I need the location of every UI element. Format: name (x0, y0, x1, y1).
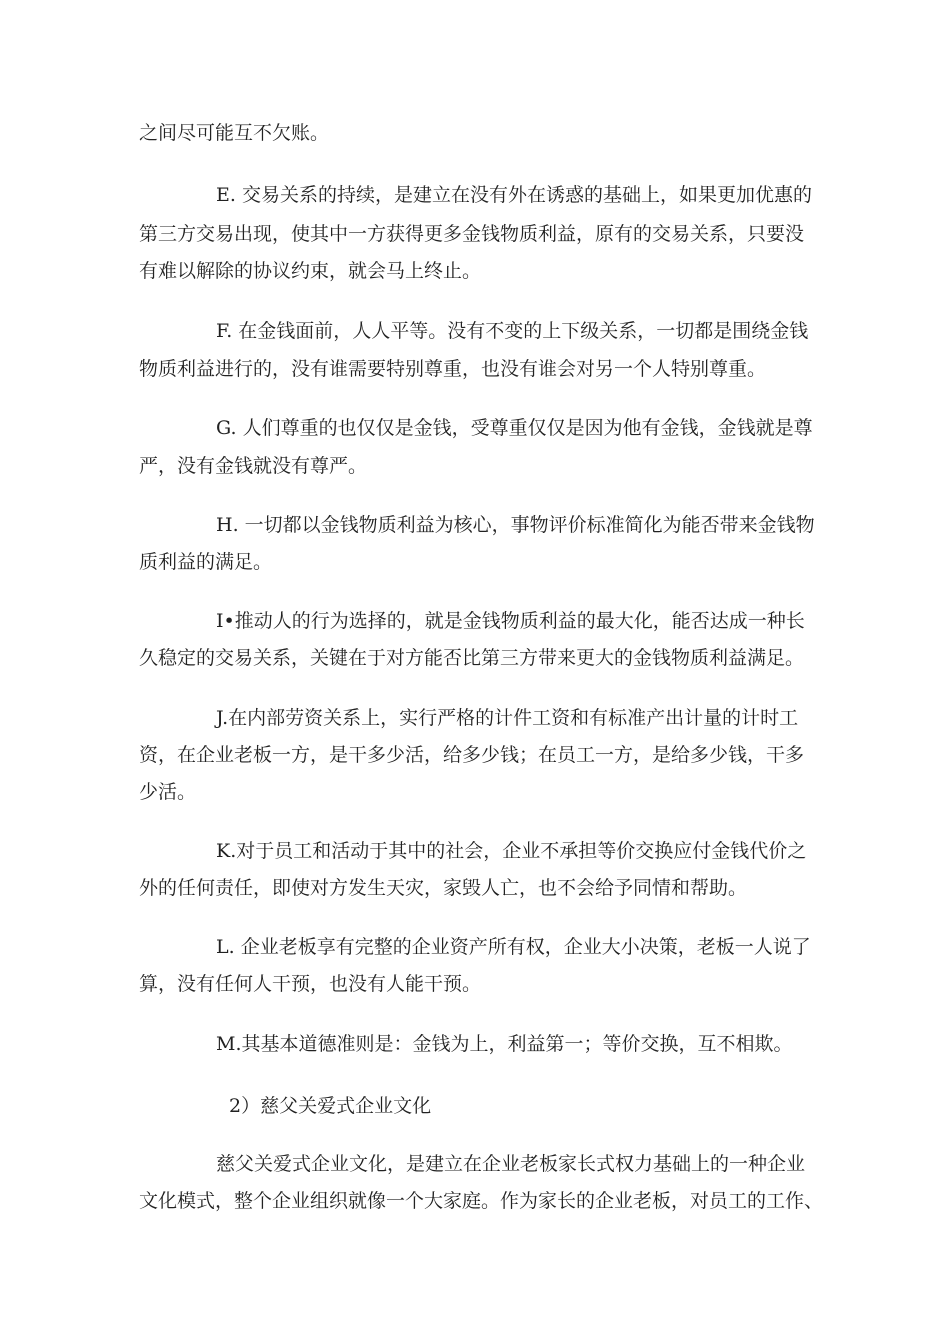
text-line: 物质利益进行的，没有谁需要特别尊重，也没有谁会对另一个人特别尊重。 (139, 358, 767, 380)
text-line: K.对于员工和活动于其中的社会，企业不承担等价交换应付金钱代价之 (216, 840, 807, 862)
text-line: L. 企业老板享有完整的企业资产所有权，企业大小决策，老板一人说了 (216, 936, 811, 958)
text-line: M.其基本道德准则是：金钱为上，利益第一；等价交换，互不相欺。 (216, 1033, 793, 1055)
text-line: 外的任何责任，即使对方发生天灾，家毁人亡，也不会给予同情和帮助。 (139, 877, 748, 899)
text-line: 算，没有任何人干预，也没有人能干预。 (139, 973, 482, 995)
text-line: 资，在企业老板一方，是干多少活，给多少钱；在员工一方，是给多少钱，干多 (139, 744, 805, 766)
text-line: 久稳定的交易关系，关键在于对方能否比第三方带来更大的金钱物质利益满足。 (139, 647, 805, 669)
text-line: I•推动人的行为选择的，就是金钱物质利益的最大化，能否达成一种长 (216, 610, 805, 632)
text-line: F. 在金钱面前，人人平等。没有不变的上下级关系，一切都是围绕金钱 (216, 320, 809, 342)
text-line: 严，没有金钱就没有尊严。 (139, 455, 368, 477)
text-line: J.在内部劳资关系上，实行严格的计件工资和有标准产出计量的计时工 (216, 707, 799, 729)
text-line: 文化模式，整个企业组织就像一个大家庭。作为家长的企业老板，对员工的工作、 (139, 1190, 824, 1212)
text-line: 第三方交易出现，使其中一方获得更多金钱物质利益，原有的交易关系，只要没 (139, 223, 805, 245)
text-line: H. 一切都以金钱物质利益为核心，事物评价标准简化为能否带来金钱物 (216, 514, 815, 536)
text-line: E. 交易关系的持续，是建立在没有外在诱惑的基础上，如果更加优惠的 (216, 184, 812, 206)
text-line: 之间尽可能互不欠账。 (139, 122, 330, 144)
text-line: 少活。 (139, 781, 197, 803)
text-line: 有难以解除的协议约束，就会马上终止。 (139, 260, 482, 282)
text-line: 质利益的满足。 (139, 551, 273, 573)
text-line: 慈父关爱式企业文化，是建立在企业老板家长式权力基础上的一种企业 (216, 1153, 806, 1175)
text-line: G. 人们尊重的也仅仅是金钱，受尊重仅仅是因为他有金钱，金钱就是尊 (216, 417, 813, 439)
section-heading: 2）慈父关爱式企业文化 (229, 1095, 432, 1117)
